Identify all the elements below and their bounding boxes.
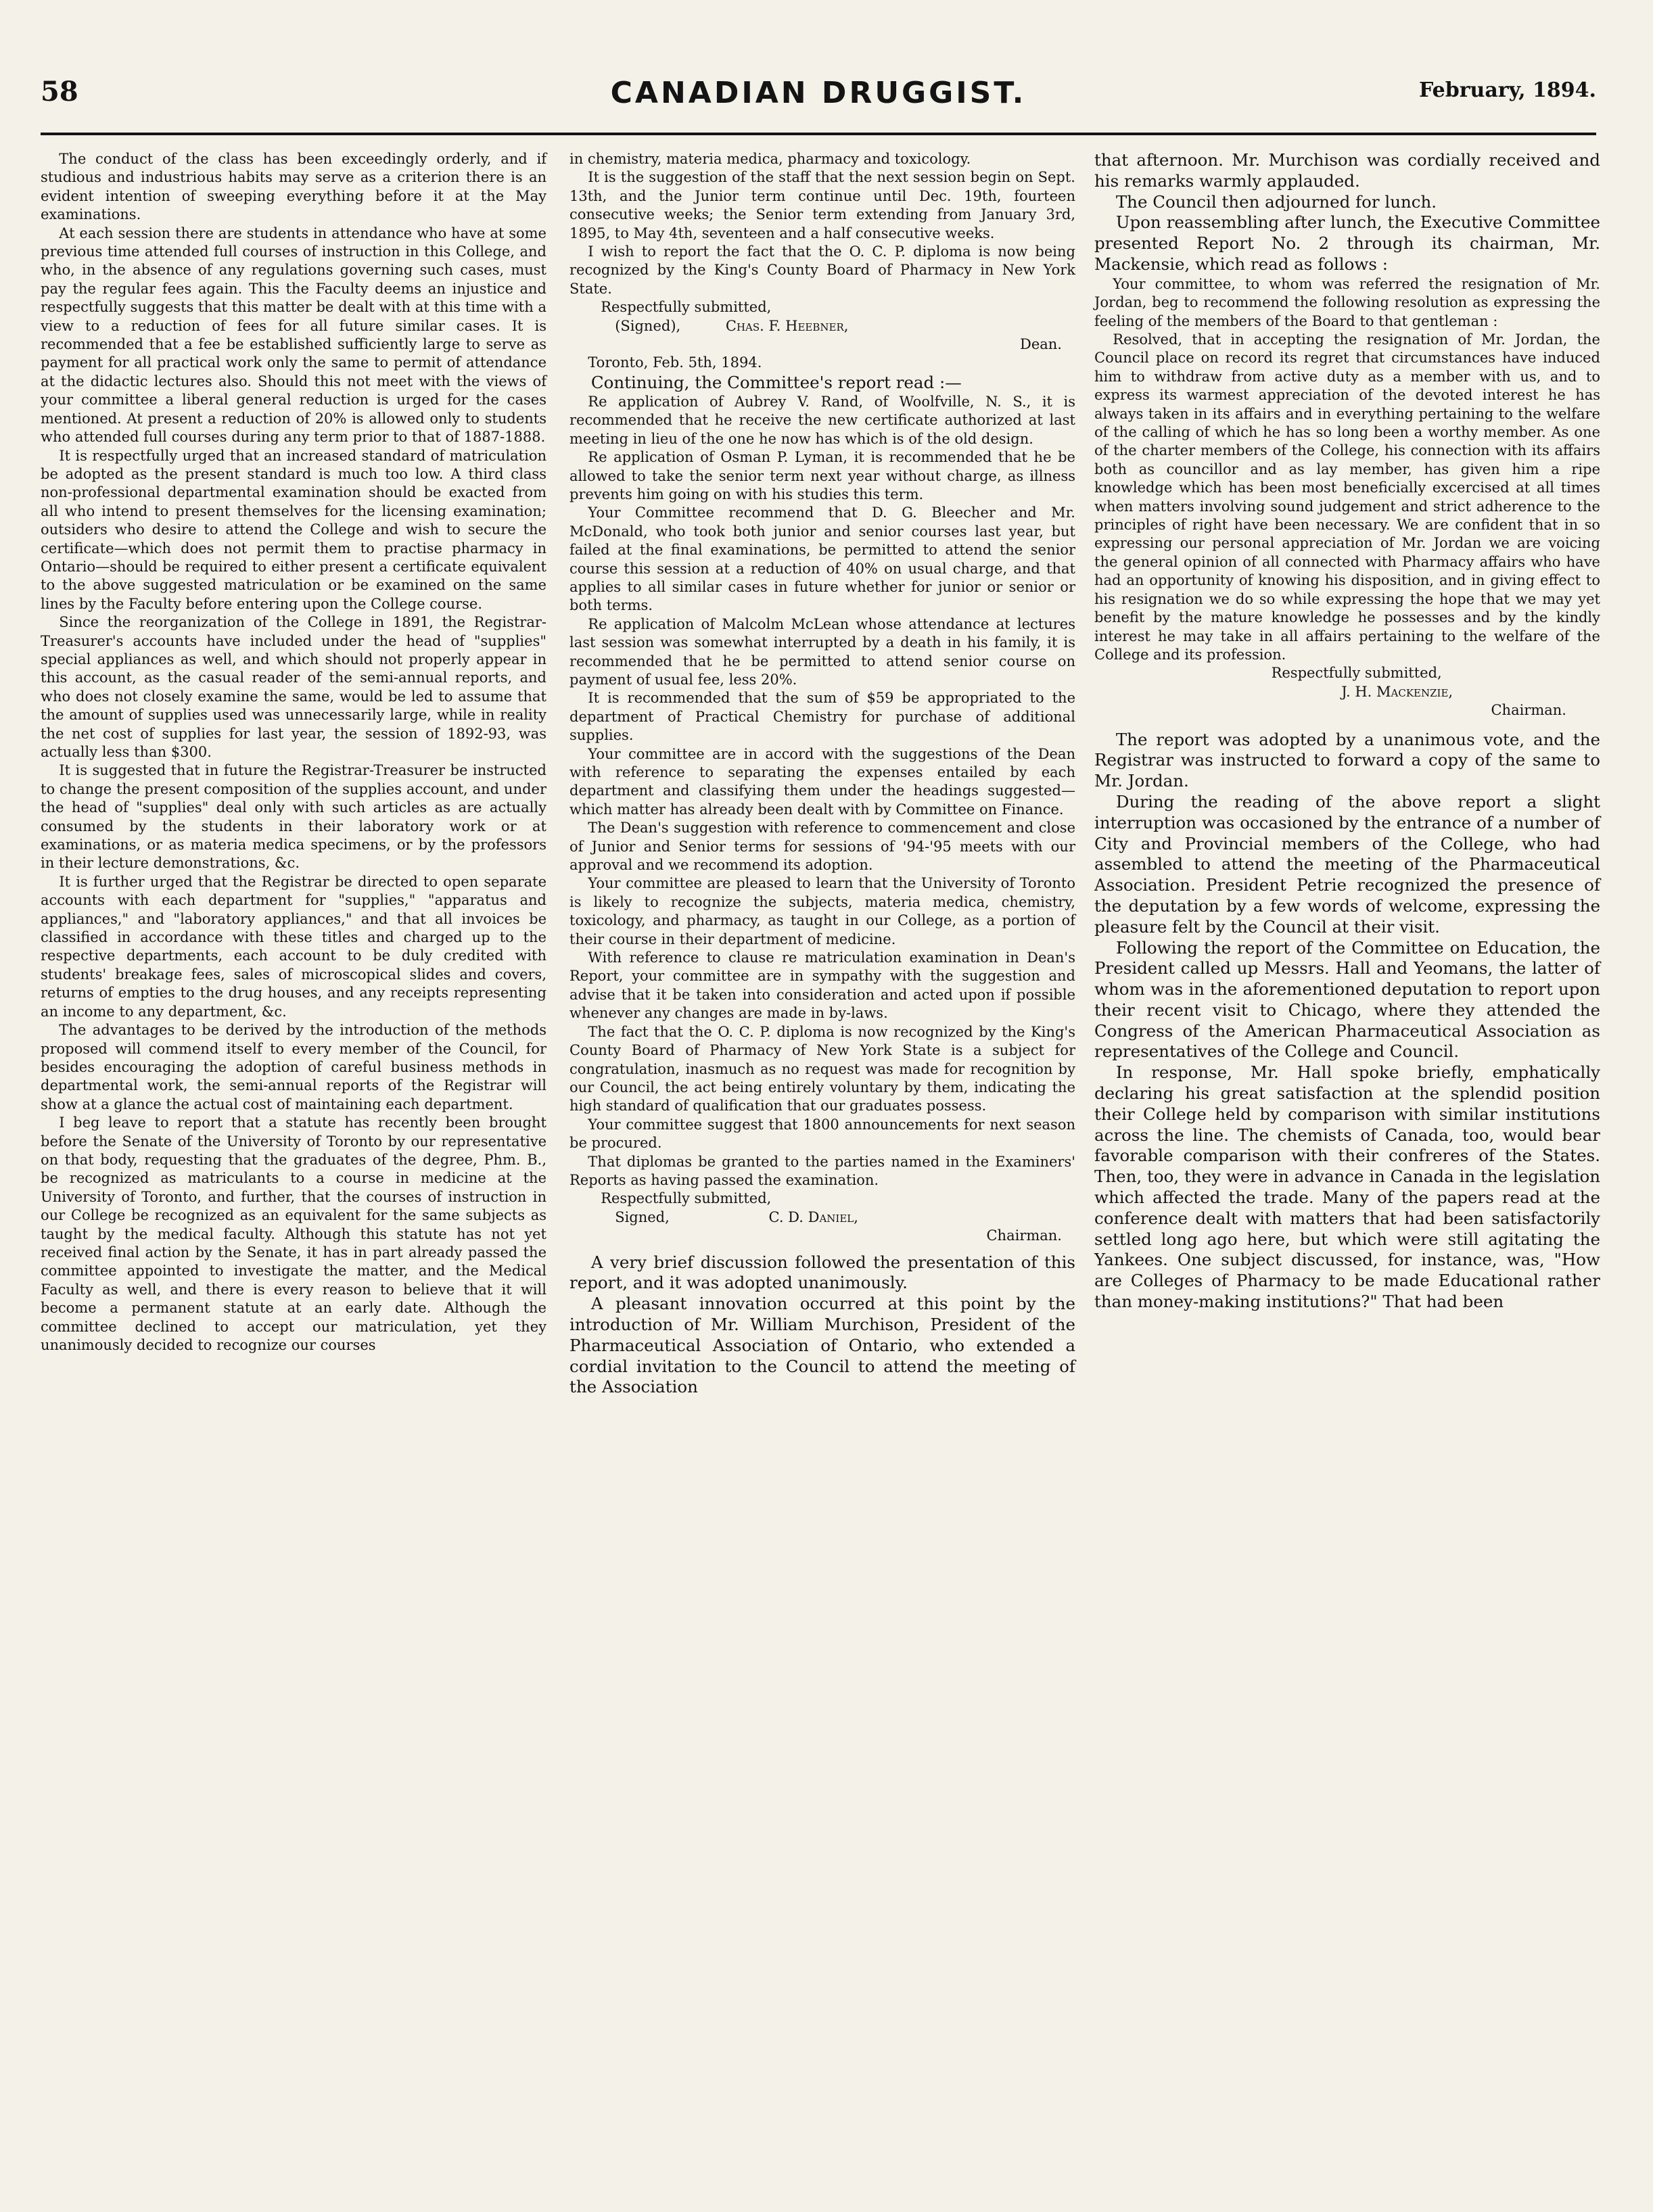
paragraph: During the reading of the above report a slight interruption was occasioned by the entrance of a number of City and Provincial members of the College, who had assembled to attend the meeting of the Pharmaceutical Association. President Petrie recognized the presence of the deputation by a few words of welcome, expressing the pleasure felt by the Council at their visit. bbox=[1094, 791, 1600, 937]
paragraph: It is recommended that the sum of $59 be appropriated to the department of Practical Chemistry for purchase of additional supplies. bbox=[569, 690, 1075, 744]
section-lead: Continuing, the Committee's report read :— bbox=[590, 372, 962, 392]
signer-title: Chairman. bbox=[1491, 702, 1566, 719]
paragraph: Your Committee recommend that D. G. Bleecher and Mr. McDonald, who took both junior and senior courses last year, but failed at the final examinations, be permitted to attend the senior course this session at a reduction of 40% on usual charge, and that applies to all similar cases in future whether for junior or senior or both terms. bbox=[569, 504, 1075, 614]
signature-line bbox=[569, 1208, 1075, 1227]
signer-title: Dean. bbox=[1020, 336, 1062, 353]
paragraph: A pleasant innovation occurred at this point by the introduction of Mr. William Murchison, President of the Pharmaceutical Association of Ontario, who extended a cordial invitation to the Council to attend the meeting of the Association bbox=[569, 1294, 1075, 1397]
respectfully-submitted: Respectfully submitted, bbox=[601, 1190, 772, 1207]
column-1 bbox=[41, 150, 546, 1355]
paragraph: Re application of Aubrey V. Rand, of Woolfville, N. S., it is recommended that he receive the new certificate authorized at last meeting in lieu of the one he now has which is of the old design. bbox=[569, 393, 1075, 447]
resolution: Resolved, that in accepting the resignation of Mr. Jordan, the Council place on record its regret that circumstances have induced him to withdraw from active duty as a member with us, and to express its warmest appreciation of the devoted interest he has always taken in its affairs and in everything pertaining to the welfare of the calling of which he has so long been a worthy member. As one of the charter members of the College, his connection with its affairs both as councillor and as lay member, has given him a ripe knowledge which has been most beneficially excercised at all times when matters involving sound judgement and strict adherence to the principles of right have been necessary. We are confident that in so expressing our personal appreciation of Mr. Jordan we are voicing the general opinion of all connected with Pharmacy affairs who have had an opportunity of knowing his disposition, and in giving effect to his resignation we do so while expressing the hope that we may yet benefit by the mature knowledge he possesses and by the kindly interest he may take in all affairs pertaining to the welfare of the College and its profession. bbox=[1094, 331, 1600, 663]
paragraph: in chemistry, materia medica, pharmacy and toxicology. bbox=[569, 151, 971, 167]
header-rule bbox=[41, 133, 1596, 135]
paragraph: It is respectfully urged that an increased standard of matriculation be adopted as the present standard is much too low. A third class non-professional departmental examination should be exacted from all who intend to present themselves for the licensing examination; outsiders who desire to attend the College and wish to secure the certificate—which does not permit them to practise pharmacy in Ontario—should be required to either present a certificate equivalent to the above suggested matriculation or be examined on the same lines by the Faculty before entering upon the College course. bbox=[41, 447, 546, 612]
paragraph: The Council then adjourned for lunch. bbox=[1115, 191, 1437, 212]
paragraph: I wish to report the fact that the O. C. P. diploma is now being recognized by the King's County Board of Pharmacy in New York State. bbox=[569, 243, 1075, 297]
paragraph: With reference to clause re matriculation examination in Dean's Report, your committee are in sympathy with the suggestion and advise that it be taken into consideration and acted upon if possible whenever any changes are made in by-laws. bbox=[569, 949, 1075, 1022]
paragraph: The fact that the O. C. P. diploma is now recognized by the King's County Board of Pharmacy of New York State is a subject for congratulation, inasmuch as no request was made for recognition by our Council, the act being entirely voluntary by them, indicating the high standard of qualification that our graduates possess. bbox=[569, 1023, 1075, 1114]
paragraph: Your committee suggest that 1800 announcements for next season be procured. bbox=[569, 1116, 1075, 1152]
paragraph: It is further urged that the Registrar be directed to open separate accounts with each department for "supplies," "apparatus and appliances," and "laboratory appliances," and that all invoices be classified in accordance with these titles and charged up to the respective departments, each account to be duly credited with students' breakage fees, sales of microscopical slides and covers, returns of empties to the drug houses, and any receipts representing an income to any department, &c. bbox=[41, 873, 546, 1020]
signed-label: Signed, bbox=[615, 1208, 670, 1225]
signer-name: Chas. F. Heebner, bbox=[725, 317, 849, 334]
signer-name: J. H. Mackenzie, bbox=[1341, 683, 1453, 700]
paragraph: It is the suggestion of the staff that the next session begin on Sept. 13th, and the Junior term continue until Dec. 19th, fourteen consecutive weeks; the Senior term extending from January 3rd, 1895, to May 4th, seventeen and a half consecutive weeks. bbox=[569, 169, 1075, 241]
paragraph: That diplomas be granted to the parties named in the Examiners' Reports as having passed the examination. bbox=[569, 1153, 1075, 1188]
paragraph: Following the report of the Committee on Education, the President called up Messrs. Hall and Yeomans, the latter of whom was in the aforementioned deputation to report upon their recent visit to Chicago, where they attended the Congress of the American Pharmaceutical Association as representatives of the College and Council. bbox=[1094, 937, 1600, 1062]
paragraph: that afternoon. Mr. Murchison was cordially received and his remarks warmly applauded. bbox=[1094, 150, 1600, 191]
paragraph: Re application of Malcolm McLean whose attendance at lectures last session was somewhat interrupted by a death in his family, it is recommended that he be permitted to attend senior course on payment of usual fee, less 20%. bbox=[569, 615, 1075, 688]
respectfully-submitted: Respectfully submitted, bbox=[601, 299, 772, 316]
signed-label: (Signed), bbox=[615, 317, 681, 334]
paragraph: The Dean's suggestion with reference to commencement and close of Junior and Senior terms for sessions of '94-'95 meets with our approval and we recommend its adoption. bbox=[569, 820, 1075, 874]
masthead: CANADIAN DRUGGIST. bbox=[610, 76, 1027, 110]
column-2 bbox=[569, 150, 1075, 1398]
respectfully-submitted: Respectfully submitted, bbox=[1271, 665, 1442, 682]
signer-name: C. D. Daniel, bbox=[768, 1208, 858, 1225]
paragraph: A very brief discussion followed the presentation of this report, and it was adopted unanimously. bbox=[569, 1252, 1075, 1293]
paragraph: Your committee are in accord with the suggestions of the Dean with reference to separating the expenses entailed by each department and classifying them under the headings suggested—which matter has already been dealt with by Committee on Finance. bbox=[569, 745, 1075, 818]
page-number: 58 bbox=[41, 76, 78, 108]
paragraph: I beg leave to report that a statute has recently been brought before the Senate of the University of Toronto by our representative on that body, requesting that the graduates of the degree, Phm. B., be recognized as matriculants to a course in medicine at the University of Toronto, and further, that the courses of instruction in our College be recognized as an equivalent for the same subjects as taught by the medical faculty. Although this statute has not yet received final action by the Senate, it has in part already passed the committee appointed to investigate the matter, and the Medical Faculty as well, and there is every reason to believe that it will become a permanent statute at an early date. Although the committee declined to accept our matriculation, yet they unanimously decided to recognize our courses bbox=[41, 1114, 546, 1353]
paragraph: Your committee are pleased to learn that the University of Toronto is likely to recognize the subjects, materia medica, chemistry, toxicology, and pharmacy, as taught in our College, as a portion of their course in their department of medicine. bbox=[569, 875, 1075, 947]
place-date: Toronto, Feb. 5th, 1894. bbox=[588, 354, 762, 371]
signature-line bbox=[569, 317, 1075, 335]
page-header bbox=[41, 76, 1596, 130]
paragraph: The conduct of the class has been exceedingly orderly, and if studious and industrious habits may serve as a criterion there is an evident intention of sweeping everything before it at the May examinations. bbox=[41, 151, 546, 223]
paragraph: In response, Mr. Hall spoke briefly, emphatically declaring his great satisfaction at the splendid position their College held by comparison with similar institutions across the line. The chemists of Canada, too, would bear favorable comparison with their confreres of the States. Then, too, they were in advance in Canada in the legislation which affected the trade. Many of the papers read at the conference dealt with matters that had been satisfactorily settled long ago here, but which were still agitating the Yankees. One subject discussed, for instance, was, "How are Colleges of Pharmacy to be made Educational rather than money-making institutions?" That had been bbox=[1094, 1062, 1600, 1312]
paragraph: It is suggested that in future the Registrar-Treasurer be instructed to change the present composition of the supplies account, and under the head of "supplies" deal only with such articles as are actually consumed by the students in their laboratory work or at examinations, or as materia medica specimens, or by the professors in their lecture demonstrations, &c. bbox=[41, 762, 546, 872]
paragraph: Since the reorganization of the College in 1891, the Registrar-Treasurer's accounts have included under the head of "supplies" special appliances as well, and which should not properly appear in this account, as the casual reader of the semi-annual reports, and who does not closely examine the same, would be led to assume that the amount of supplies used was unnecessarily large, while in reality the net cost of supplies for last year, the session of 1892-93, was actually less than $300. bbox=[41, 614, 546, 760]
paragraph: The advantages to be derived by the introduction of the methods proposed will commend itself to every member of the Council, for besides encouraging the adoption of careful business methods in departmental work, the semi-annual reports of the Registrar will show at a glance the actual cost of maintaining each department. bbox=[41, 1022, 546, 1112]
paragraph: Your committee, to whom was referred the resignation of Mr. Jordan, beg to recommend the following resolution as expressing the feeling of the members of the Board to that gentleman : bbox=[1094, 275, 1600, 329]
issue-date: February, 1894. bbox=[1419, 78, 1596, 102]
signer-title: Chairman. bbox=[986, 1227, 1062, 1244]
paragraph: Upon reassembling after lunch, the Executive Committee presented Report No. 2 through its chairman, Mr. Mackensie, which read as follows : bbox=[1094, 212, 1600, 274]
paragraph: At each session there are students in attendance who have at some previous time attended full courses of instruction in this College, and who, in the absence of any regulations governing such cases, must pay the regular fees again. This the Faculty deems an injustice and respectfully suggests that this matter be dealt with at this time with a view to a reduction of fees for all future similar cases. It is recommended that a fee be established sufficiently large to serve as payment for all practical work only the same to permit of attendance at the didactic lectures also. Should this not meet with the views of your committee a liberal general reduction is urged for the cases mentioned. At present a reduction of 20% is allowed only to students who attended full courses during any term prior to that of 1887-1888. bbox=[41, 225, 546, 446]
paragraph: The report was adopted by a unanimous vote, and the Registrar was instructed to forward a copy of the same to Mr. Jordan. bbox=[1094, 729, 1600, 791]
column-3 bbox=[1094, 150, 1600, 1313]
paragraph: Re application of Osman P. Lyman, it is recommended that he be allowed to take the senior term next year without charge, as illness prevents him going on with his studies this term. bbox=[569, 449, 1075, 502]
